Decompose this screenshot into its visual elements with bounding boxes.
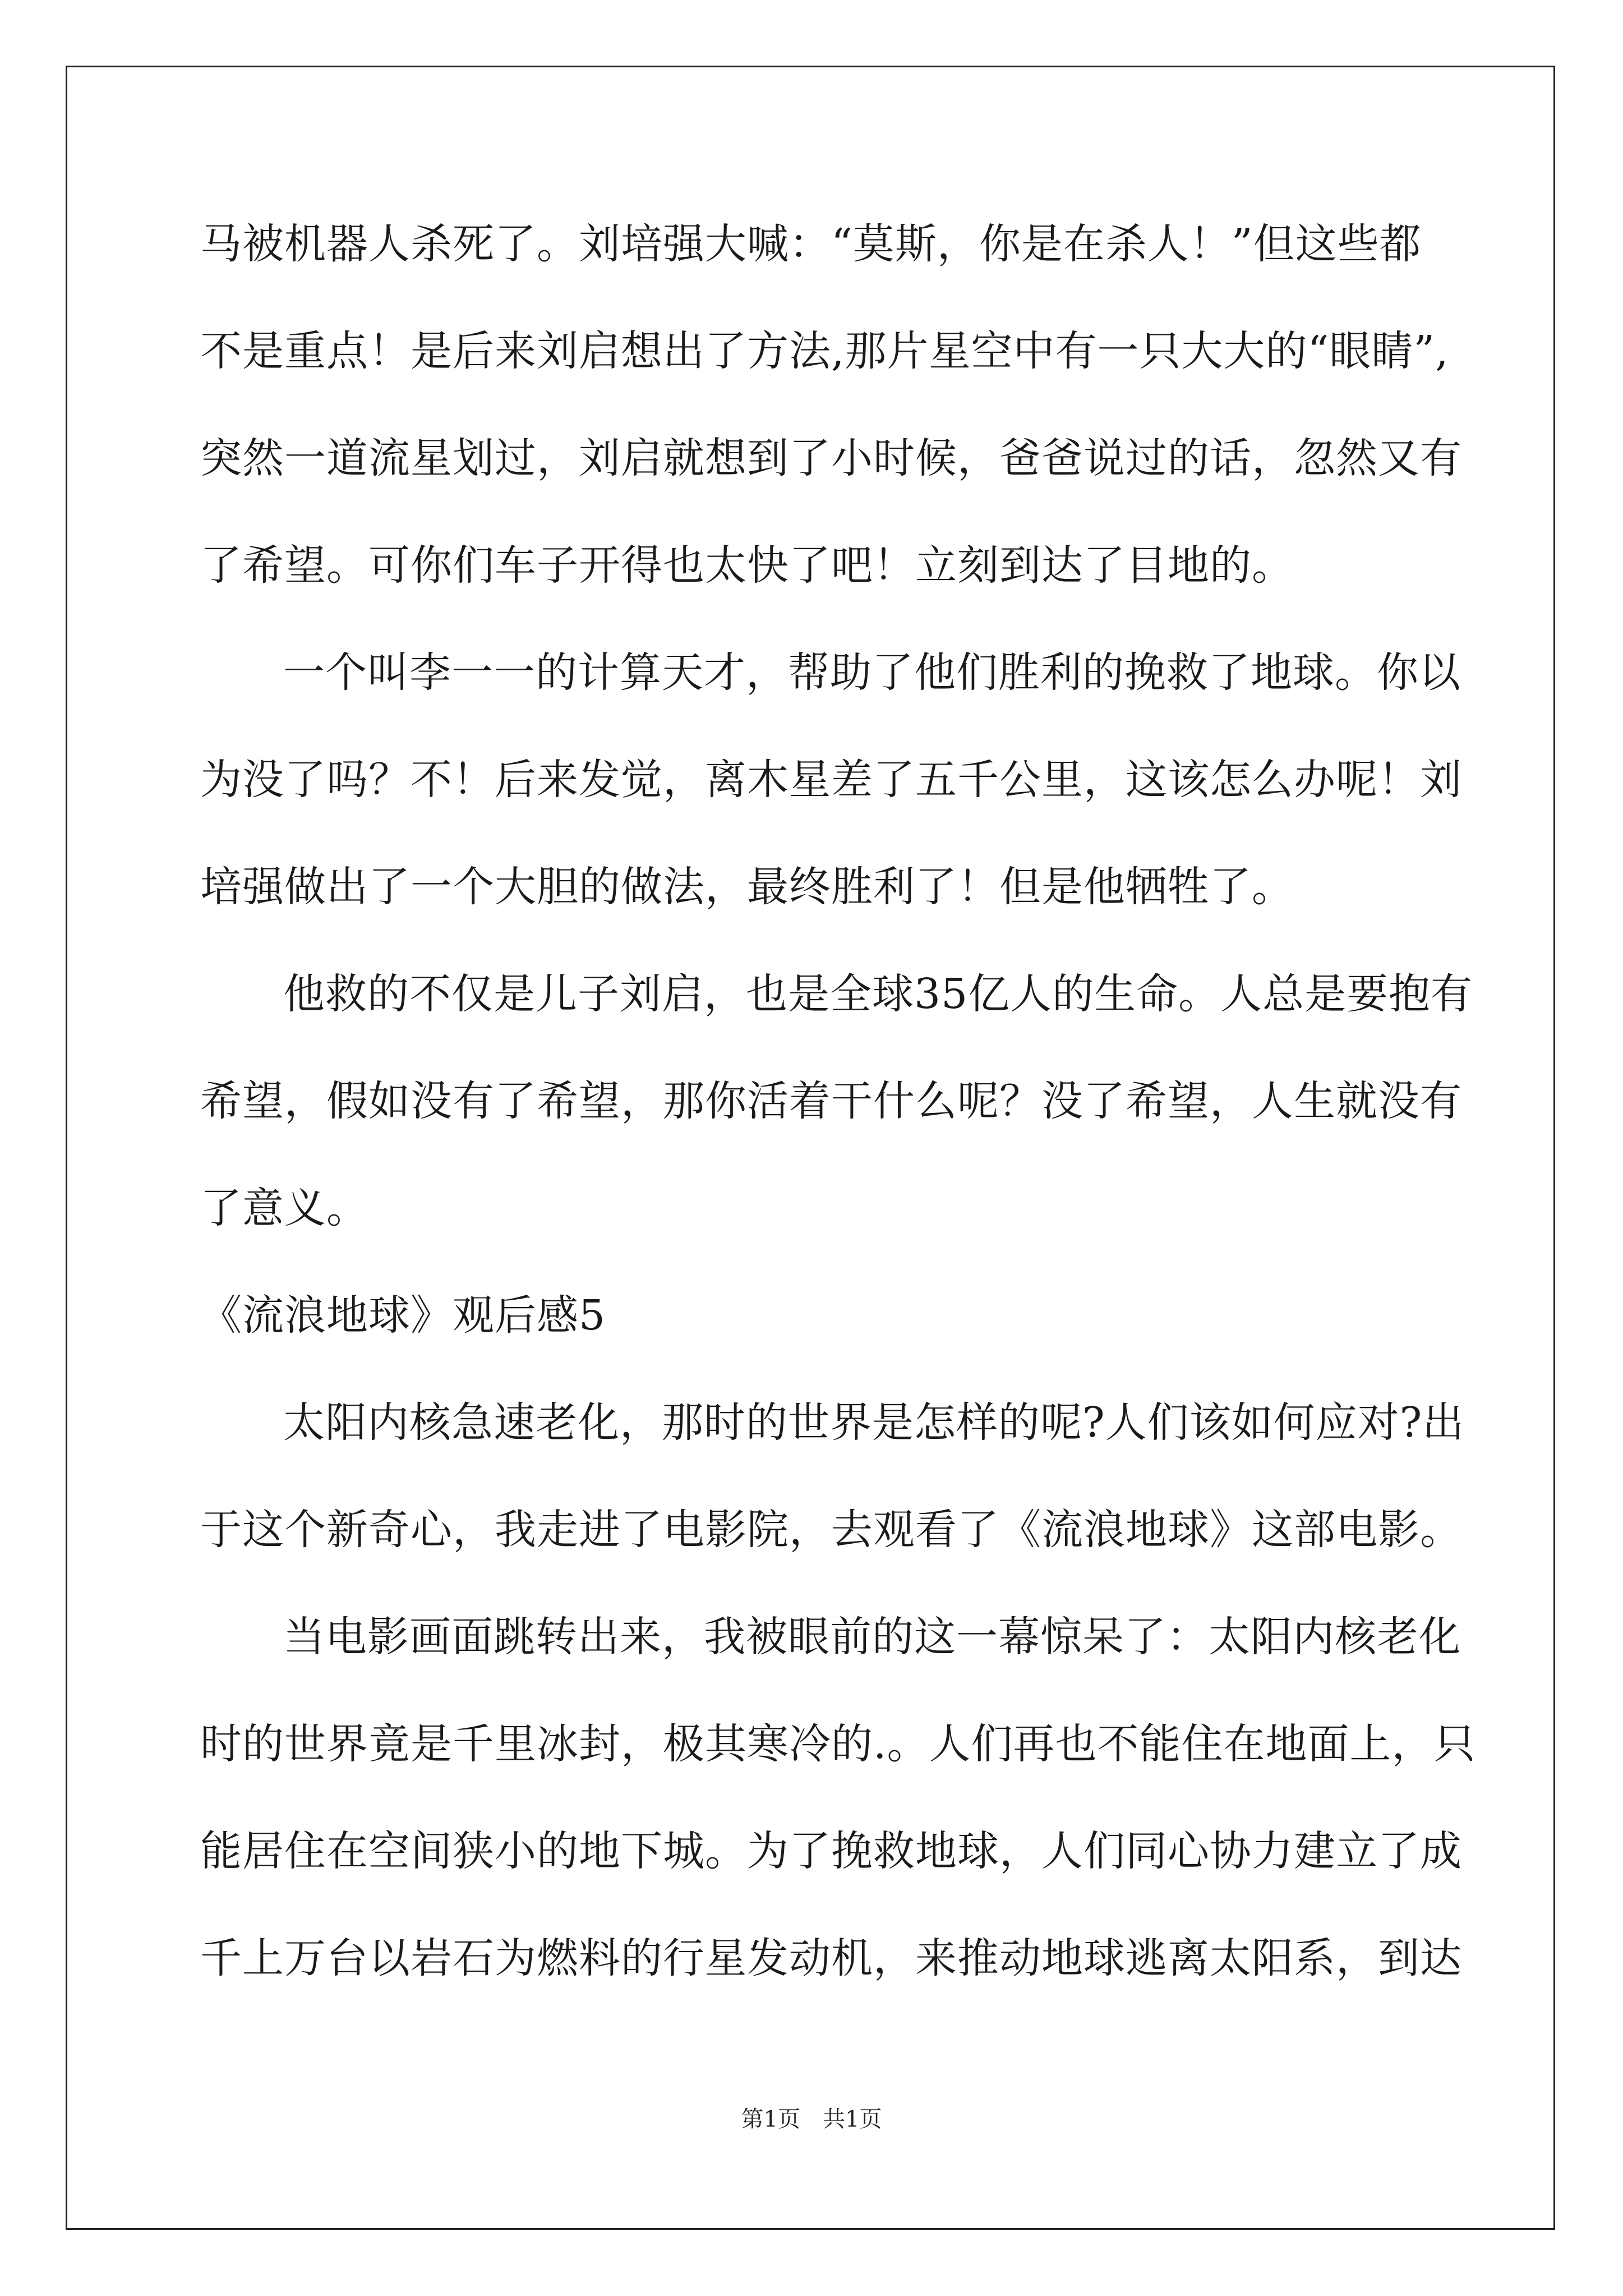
paragraph-first-line: 太阳内核急速老化，那时的世界是怎样的呢?人们该如何应对?出 [283,1398,1465,1447]
text-line: 不是重点！是后来刘启想出了方法,那片星空中有一只大大的“眼睛”, [200,327,1449,375]
text-line: 希望，假如没有了希望，那你活着干什么呢？没了希望，人生就没有 [200,1077,1462,1125]
paragraph-first-line: 当电影画面跳转出来，我被眼前的这一幕惊呆了：太阳内核老化 [283,1613,1461,1661]
text-line: 突然一道流星划过，刘启就想到了小时候，爸爸说过的话，忽然又有 [200,434,1462,482]
paragraph-first-line: 一个叫李一一的计算天才，帮助了他们胜利的挽救了地球。你以 [283,648,1461,697]
text-line: 时的世界竟是千里冰封，极其寒冷的.。人们再也不能住在地面上，只 [200,1720,1476,1768]
paragraph-first-line: 他救的不仅是儿子刘启，也是全球35亿人的生命。人总是要抱有 [283,970,1473,1018]
text-line: 了意义。 [200,1184,368,1232]
text-line: 培强做出了一个大胆的做法，最终胜利了！但是他牺牲了。 [200,863,1294,911]
text-line: 能居住在空间狭小的地下城。为了挽救地球，人们同心协力建立了成 [200,1827,1462,1875]
text-line: 于这个新奇心，我走进了电影院，去观看了《流浪地球》这部电影。 [200,1506,1462,1554]
text-line: 马被机器人杀死了。刘培强大喊：“莫斯，你是在杀人！”但这些都 [200,220,1422,268]
text-line: 千上万台以岩石为燃料的行星发动机，来推动地球逃离太阳系，到达 [200,1934,1462,1982]
text-line: 《流浪地球》观后感5 [200,1291,606,1340]
page-footer: 第1页 共1页 [741,2106,882,2132]
text-line: 为没了吗？不！后来发觉，离木星差了五千公里，这该怎么办呢！刘 [200,756,1462,804]
document-body [200,213,1476,2035]
text-line: 了希望。可你们车子开得也太快了吧！立刻到达了目地的。 [200,541,1294,590]
